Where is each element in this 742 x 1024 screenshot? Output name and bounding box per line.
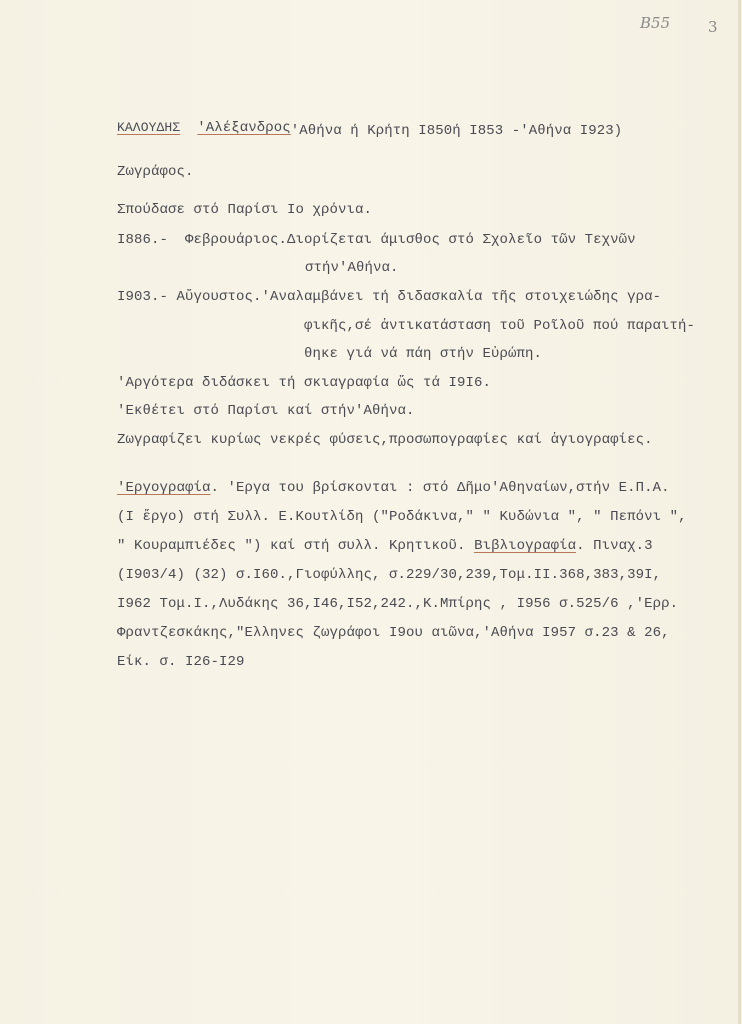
heading-details: 'Αθήνα ή Κρήτη Ι850ή Ι853 -'Αθήνα Ι923) — [290, 123, 623, 139]
bibliography-label: Βιβλιογραφία — [474, 538, 577, 554]
ergography-text: " Κουραμπιέδες ") καί στή συλλ. Κρητικοῦ. — [117, 538, 475, 554]
handwritten-reference: Β55 — [640, 14, 671, 32]
bibliography-line: (Ι903/4) (32) σ.Ι60.,Γιοφύλλης, σ.229/30,239,Τομ.ΙΙ.368,383,39Ι, — [117, 567, 662, 583]
text-line: Ι903.- Αὔγουστος.'Αναλαμβάνει τή διδασκαλία τῆς στοιχειώδης γρα- — [117, 289, 662, 305]
ergography-text: . 'Εργα του βρίσκονται : στό Δῆμο'Αθηναίων,στήν Ε.Π.Α. — [210, 480, 670, 496]
page-number: 3 — [708, 18, 718, 36]
ergography-label: 'Εργογραφία — [117, 480, 211, 496]
text-line: Ζωγράφος. — [117, 164, 194, 180]
text-line: Σπούδασε στό Παρίσι Ιο χρόνια. — [117, 202, 373, 218]
bibliography-line: Ι962 Τομ.Ι.,Λυδάκης 36,Ι46,Ι52,242.,Κ.Μπίρης , Ι956 σ.525/6 ,'Ερρ. — [117, 596, 679, 612]
text-line: φικῆς,σέ ἀντικατάσταση τοῦ Ροῖλοῦ πού παραιτή- — [304, 318, 696, 334]
text-line: Ι886.- Φεβρουάριος.Διορίζεται άμισθος στό Σχολεῖο τῶν Τεχνῶν — [117, 232, 636, 248]
text-line: στήν'Αθήνα. — [305, 260, 399, 276]
bibliography-line: Φραντζεσκάκης,"Ελληνες ζωγράφοι Ι9ου αιῶνα,'Αθήνα Ι957 σ.23 & 26, — [117, 625, 670, 641]
given-name: 'Αλέξανδρος — [197, 120, 291, 136]
text-line: Ζωγραφίζει κυρίως νεκρές φύσεις,προσωπογραφίες καί ἁγιογραφίες. — [117, 432, 653, 448]
ergography-line: (Ι ἔργο) στή Συλλ. Ε.Κουτλίδη ("Ροδάκινα," " Κυδώνια ", " Πεπόνι ", — [117, 509, 687, 525]
bibliography-line: Είκ. σ. Ι26-Ι29 — [117, 654, 245, 670]
text-line: 'Εκθέτει στό Παρίσι καί στήν'Αθήνα. — [117, 403, 415, 419]
bibliography-text: . Πιναχ.3 — [576, 538, 653, 554]
surname: ΚΑΛΟΥΔΗΣ — [117, 120, 181, 135]
text-line: 'Αργότερα διδάσκει τή σκιαγραφία ὥς τά Ι9Ι6. — [117, 375, 492, 391]
text-line: θηκε γιά νά πάη στήν Εὐρώπη. — [304, 346, 543, 362]
heading — [117, 120, 623, 139]
ergography-line — [117, 480, 670, 496]
ergography-line — [117, 538, 653, 554]
